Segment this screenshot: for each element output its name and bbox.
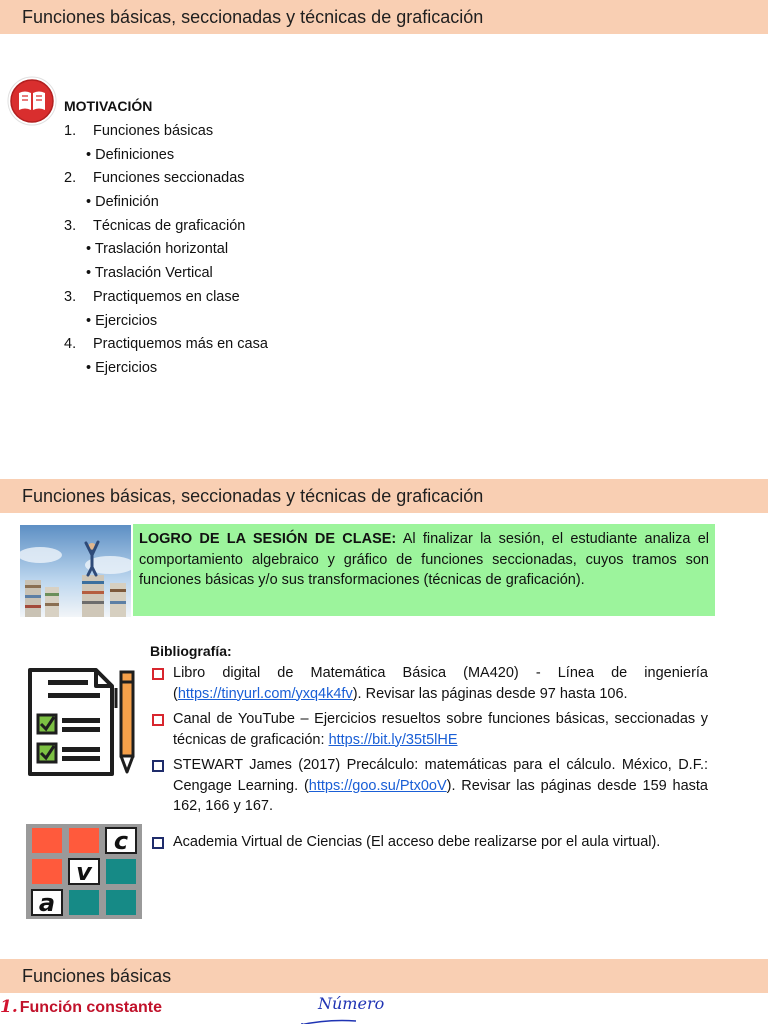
checkbox-bullet-icon bbox=[152, 837, 164, 849]
youtube-link[interactable]: https://bit.ly/35t5lHE bbox=[328, 731, 458, 748]
bibliography-title: Bibliografía: bbox=[150, 643, 232, 659]
bibliography-list bbox=[150, 663, 708, 822]
logo-letter-c: c bbox=[113, 827, 129, 855]
agenda-subitem: • Ejercicios bbox=[86, 359, 158, 376]
section-number: 1. bbox=[0, 997, 18, 1017]
slide1-header bbox=[0, 0, 768, 34]
agenda-item bbox=[64, 286, 268, 310]
agenda-subitem: • Traslación Vertical bbox=[86, 265, 213, 282]
learning-goal-text: Al finalizar la sesión, el estudiante analiza el comportamiento algebraico y gráfico de funciones seccionadas, cuyos tramos son funciones básicas y/o sus transformaciones (técnicas de graficación). bbox=[139, 531, 709, 589]
book-icon bbox=[7, 76, 57, 126]
checkbox-bullet-icon bbox=[152, 668, 164, 680]
agenda-list bbox=[64, 120, 268, 381]
agenda-item bbox=[64, 120, 268, 144]
agenda-subitem: • Definición bbox=[86, 194, 159, 211]
bibliography-item: STEWART James (2017) Precálculo: matemáticas para el cálculo. México, D.F.: Cengage Learning. (https://goo.su/Ptx0oV). Revisar las páginas desde 159 hasta 162, 166 y 167. bbox=[150, 755, 708, 817]
agenda-item-label: Practiquemos más en casa bbox=[93, 336, 268, 353]
academia-virtual-logo bbox=[26, 824, 142, 919]
agenda-subitem: • Traslación horizontal bbox=[86, 241, 229, 258]
logo-letter-v: v bbox=[76, 858, 92, 886]
bibliography-item: Libro digital de Matemática Básica (MA420) - Línea de ingeniería (https://tinyurl.com/yxq4k4fv). Revisar las páginas desde 97 hasta 106. bbox=[150, 663, 708, 704]
bibliography-item: Academia Virtual de Ciencias (El acceso debe realizarse por el aula virtual). bbox=[150, 832, 708, 858]
logo-letter-a: a bbox=[38, 889, 56, 917]
slide2-title: Funciones básicas, seccionadas y técnicas de graficación bbox=[22, 485, 484, 506]
agenda-subitem: • Definiciones bbox=[86, 146, 175, 163]
agenda-item bbox=[64, 215, 268, 239]
agenda-item-number: 2. bbox=[64, 170, 77, 187]
goosu-link[interactable]: https://goo.su/Ptx0oV bbox=[308, 777, 447, 794]
section-title-text: Función constante bbox=[19, 999, 162, 1016]
learning-goal-box bbox=[133, 524, 715, 616]
agenda-item bbox=[64, 333, 268, 357]
learning-goal-label: LOGRO DE LA SESIÓN DE CLASE: bbox=[139, 531, 397, 547]
motivation-heading: MOTIVACIÓN bbox=[64, 98, 153, 114]
agenda-item-number: 3. bbox=[64, 217, 77, 234]
agenda-item-number: 1. bbox=[64, 123, 77, 139]
checkbox-bullet-icon bbox=[152, 714, 164, 726]
agenda-item-label: Técnicas de graficación bbox=[93, 217, 246, 234]
agenda-item-number: 4. bbox=[64, 336, 77, 353]
slide3-title: Funciones básicas bbox=[22, 965, 172, 986]
checklist-pencil-icon bbox=[26, 668, 139, 776]
handwritten-stroke bbox=[298, 1014, 358, 1024]
slide3-header bbox=[0, 959, 768, 993]
tinyurl-link[interactable]: https://tinyurl.com/yxq4k4fv bbox=[177, 685, 353, 702]
books-achievement-image bbox=[20, 525, 131, 617]
slide2-header bbox=[0, 479, 768, 513]
section-title bbox=[0, 997, 162, 1017]
agenda-item-number: 3. bbox=[64, 288, 77, 305]
slide1-title: Funciones básicas, seccionadas y técnicas de graficación bbox=[22, 6, 484, 27]
agenda-item-label: Practiquemos en clase bbox=[93, 288, 240, 305]
agenda-item bbox=[64, 167, 268, 191]
agenda-item-label: Funciones seccionadas bbox=[93, 170, 245, 187]
agenda-subitem: • Ejercicios bbox=[86, 312, 158, 329]
handwritten-note: Número bbox=[318, 994, 385, 1013]
checkbox-bullet-icon bbox=[152, 760, 164, 772]
bibliography-item: Canal de YouTube – Ejercicios resueltos sobre funciones básicas, seccionadas y técnicas de graficación: https://bit.ly/35t5lHE bbox=[150, 709, 708, 750]
agenda-item-label: Funciones básicas bbox=[93, 123, 214, 139]
